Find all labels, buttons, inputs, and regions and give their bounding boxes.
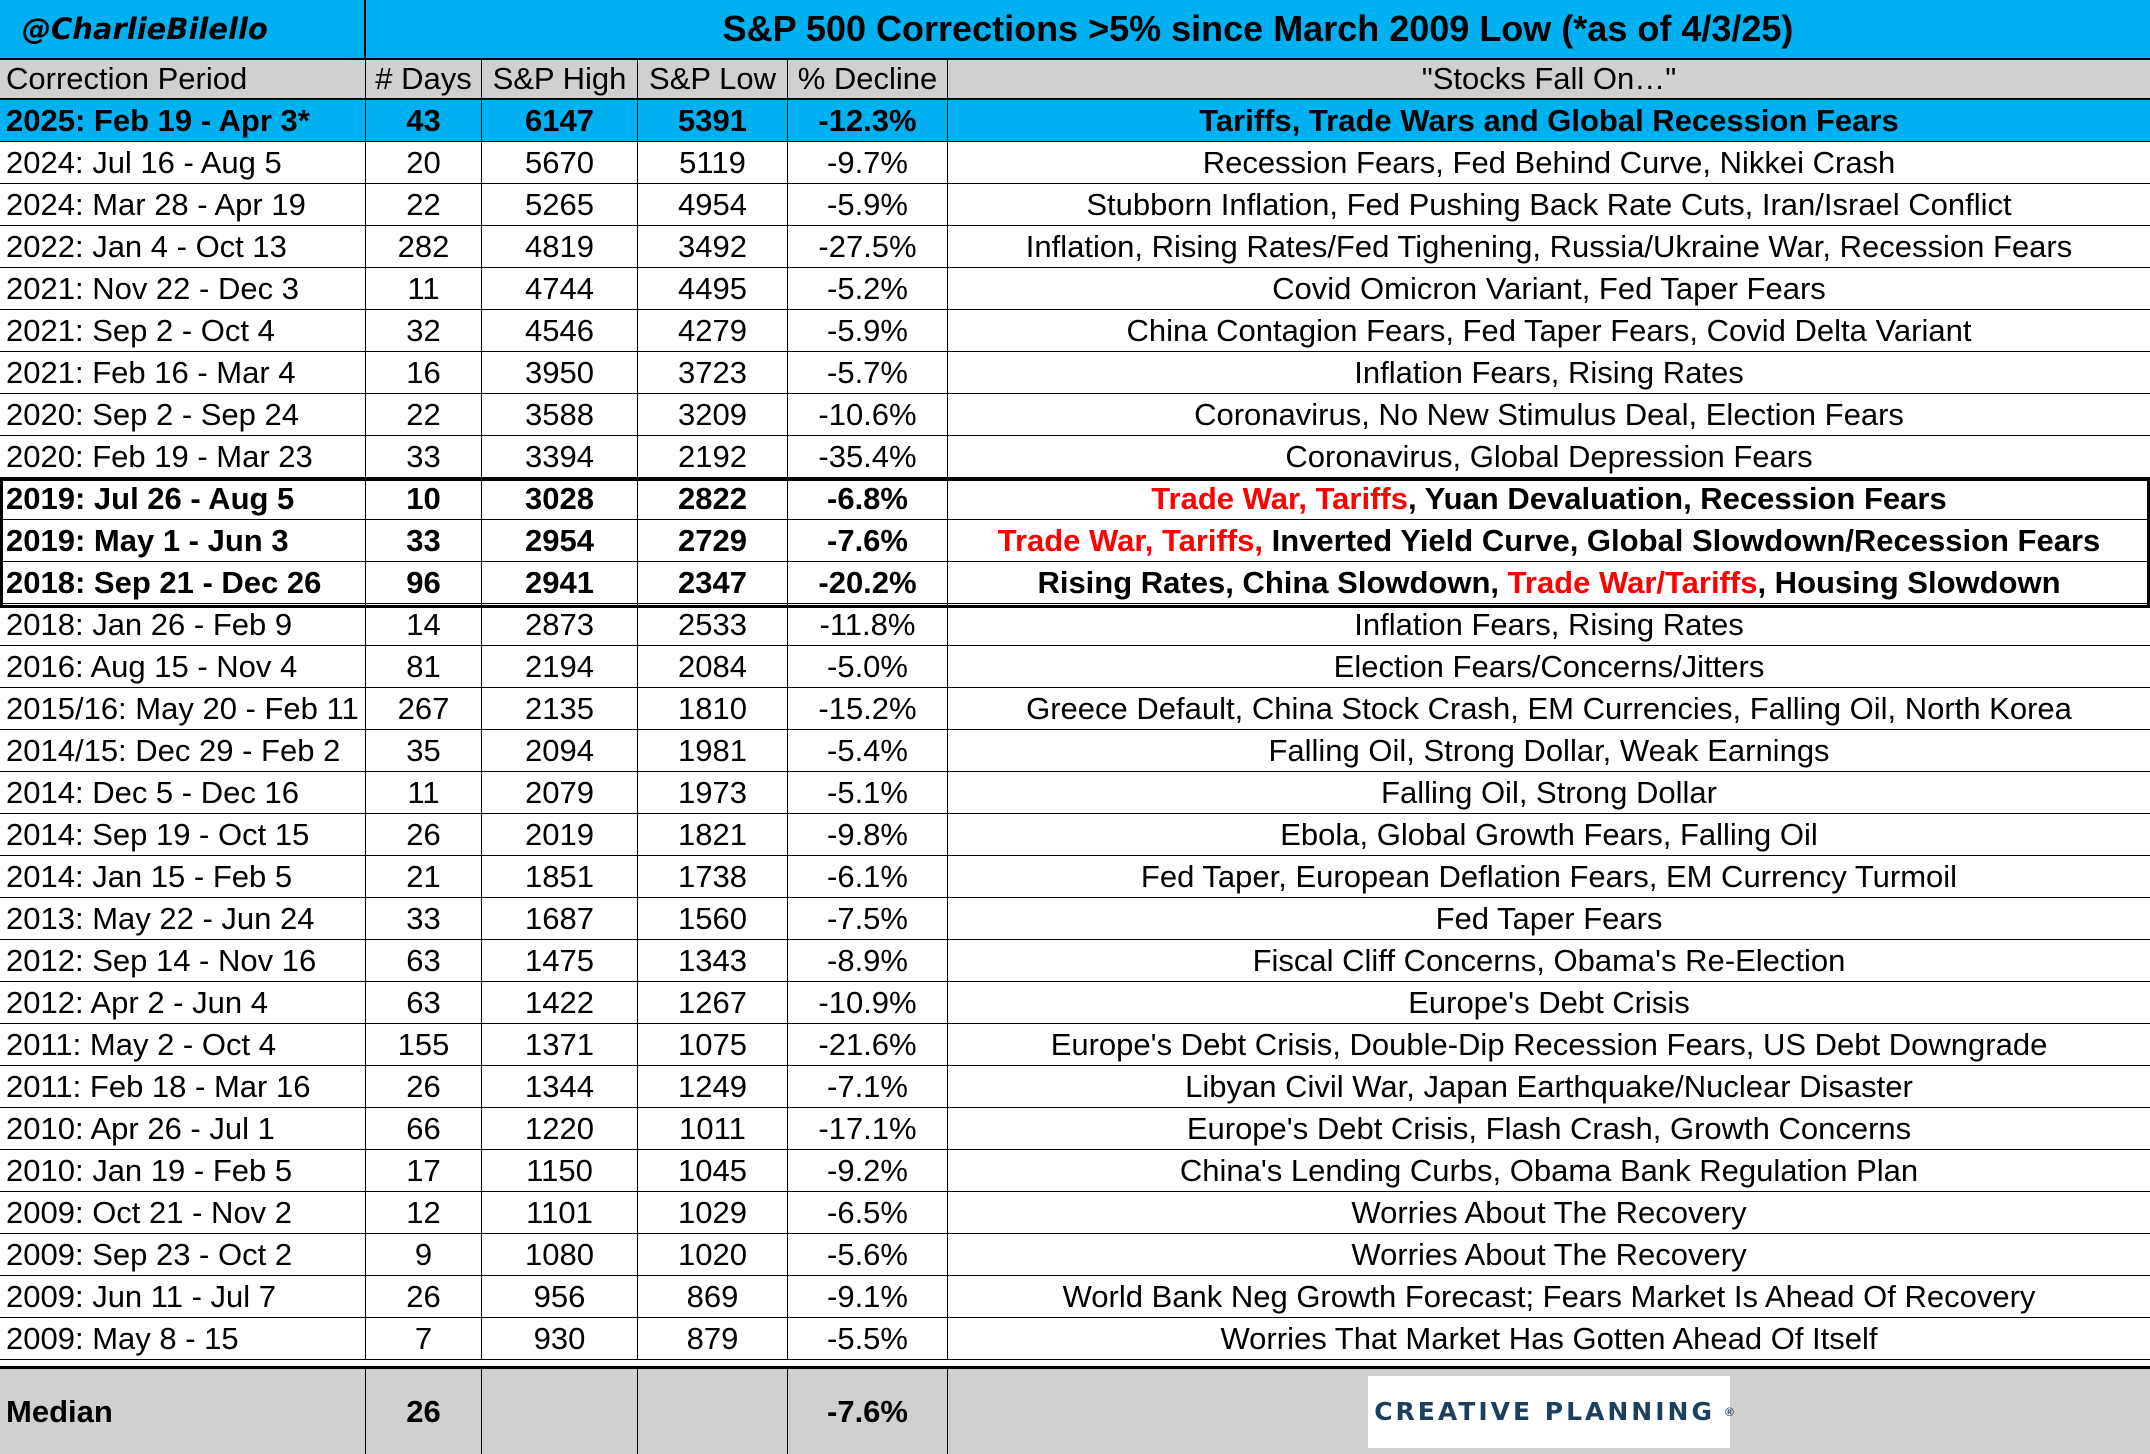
period-cell: 2014: Jan 15 - Feb 5 <box>0 856 366 897</box>
period-cell: 2011: Feb 18 - Mar 16 <box>0 1066 366 1107</box>
decline-cell: -17.1% <box>788 1108 948 1149</box>
reason-cell <box>948 520 2150 561</box>
reason-cell <box>948 856 2150 897</box>
period-cell: 2018: Jan 26 - Feb 9 <box>0 604 366 645</box>
reason-text: Inverted Yield Curve, Global Slowdown/Recession Fears <box>1263 522 2101 558</box>
high-cell: 1220 <box>482 1108 638 1149</box>
period-cell: 2021: Feb 16 - Mar 4 <box>0 352 366 393</box>
reason-cell <box>948 1234 2150 1275</box>
table-row <box>0 604 2150 646</box>
low-cell: 869 <box>638 1276 788 1317</box>
decline-cell: -5.0% <box>788 646 948 687</box>
reason-cell <box>948 646 2150 687</box>
days-cell: 43 <box>366 100 482 141</box>
median-label: Median <box>0 1369 366 1454</box>
days-cell: 26 <box>366 1066 482 1107</box>
decline-cell: -15.2% <box>788 688 948 729</box>
decline-cell: -12.3% <box>788 100 948 141</box>
low-cell: 5391 <box>638 100 788 141</box>
days-cell: 11 <box>366 268 482 309</box>
decline-cell: -35.4% <box>788 436 948 477</box>
decline-cell: -10.9% <box>788 982 948 1023</box>
table-row <box>0 772 2150 814</box>
table-row <box>0 1150 2150 1192</box>
low-cell: 2192 <box>638 436 788 477</box>
decline-cell: -6.8% <box>788 478 948 519</box>
days-cell: 10 <box>366 478 482 519</box>
table-row <box>0 1192 2150 1234</box>
period-cell: 2009: Sep 23 - Oct 2 <box>0 1234 366 1275</box>
high-cell: 5670 <box>482 142 638 183</box>
decline-cell: -9.7% <box>788 142 948 183</box>
reason-text: Libyan Civil War, Japan Earthquake/Nuclear Disaster <box>1185 1068 1913 1104</box>
table-row <box>0 100 2150 142</box>
reason-text: Greece Default, China Stock Crash, EM Currencies, Falling Oil, North Korea <box>1026 690 2072 726</box>
period-cell: 2021: Sep 2 - Oct 4 <box>0 310 366 351</box>
high-cell: 3394 <box>482 436 638 477</box>
reason-text: Ebola, Global Growth Fears, Falling Oil <box>1280 816 1818 852</box>
decline-cell: -5.2% <box>788 268 948 309</box>
table-row <box>0 982 2150 1024</box>
low-cell: 2084 <box>638 646 788 687</box>
days-cell: 26 <box>366 814 482 855</box>
column-header-decline: % Decline <box>788 60 948 98</box>
high-cell: 5265 <box>482 184 638 225</box>
period-cell: 2013: May 22 - Jun 24 <box>0 898 366 939</box>
table-row <box>0 898 2150 940</box>
reason-cell <box>948 772 2150 813</box>
high-cell: 1080 <box>482 1234 638 1275</box>
high-cell: 2079 <box>482 772 638 813</box>
high-cell: 2135 <box>482 688 638 729</box>
reason-cell <box>948 1318 2150 1359</box>
days-cell: 20 <box>366 142 482 183</box>
high-cell: 6147 <box>482 100 638 141</box>
table-row <box>0 1024 2150 1066</box>
reason-text: Europe's Debt Crisis, Flash Crash, Growth Concerns <box>1186 1110 1912 1146</box>
high-cell: 1150 <box>482 1150 638 1191</box>
reason-text: Inflation, Rising Rates/Fed Tighening, Russia/Ukraine War, Recession Fears <box>1025 228 2073 264</box>
high-cell: 956 <box>482 1276 638 1317</box>
days-cell: 63 <box>366 940 482 981</box>
reason-text: Europe's Debt Crisis, Double-Dip Recession Fears, US Debt Downgrade <box>1050 1026 2048 1062</box>
decline-cell: -6.5% <box>788 1192 948 1233</box>
reason-cell <box>948 1276 2150 1317</box>
days-cell: 11 <box>366 772 482 813</box>
decline-cell: -5.4% <box>788 730 948 771</box>
table-row <box>0 352 2150 394</box>
table-title: S&P 500 Corrections >5% since March 2009 Low (*as of 4/3/25) <box>366 0 2150 58</box>
reason-cell <box>948 1024 2150 1065</box>
days-cell: 155 <box>366 1024 482 1065</box>
reason-text: Falling Oil, Strong Dollar, Weak Earnings <box>1268 732 1830 768</box>
low-cell: 3723 <box>638 352 788 393</box>
low-cell: 1020 <box>638 1234 788 1275</box>
period-cell: 2021: Nov 22 - Dec 3 <box>0 268 366 309</box>
low-cell: 2729 <box>638 520 788 561</box>
period-cell: 2025: Feb 19 - Apr 3* <box>0 100 366 141</box>
decline-cell: -5.9% <box>788 310 948 351</box>
reason-cell <box>948 940 2150 981</box>
reason-cell <box>948 814 2150 855</box>
decline-cell: -6.1% <box>788 856 948 897</box>
reason-text: Election Fears/Concerns/Jitters <box>1333 648 1765 684</box>
decline-cell: -9.2% <box>788 1150 948 1191</box>
decline-cell: -7.5% <box>788 898 948 939</box>
median-row <box>0 1366 2150 1454</box>
reason-text: Inflation Fears, Rising Rates <box>1354 354 1744 390</box>
days-cell: 33 <box>366 898 482 939</box>
period-cell: 2014: Sep 19 - Oct 15 <box>0 814 366 855</box>
low-cell: 1821 <box>638 814 788 855</box>
reason-cell <box>948 730 2150 771</box>
table-row <box>0 856 2150 898</box>
column-header-days: # Days <box>366 60 482 98</box>
high-cell: 1371 <box>482 1024 638 1065</box>
low-cell: 1075 <box>638 1024 788 1065</box>
low-cell: 1029 <box>638 1192 788 1233</box>
table-row <box>0 520 2150 562</box>
high-cell: 4744 <box>482 268 638 309</box>
low-cell: 1981 <box>638 730 788 771</box>
table-row <box>0 562 2150 604</box>
reason-cell <box>948 100 2150 141</box>
reason-text: , Housing Slowdown <box>1757 564 2061 600</box>
days-cell: 32 <box>366 310 482 351</box>
period-cell: 2024: Mar 28 - Apr 19 <box>0 184 366 225</box>
low-cell: 1045 <box>638 1150 788 1191</box>
days-cell: 267 <box>366 688 482 729</box>
table-row <box>0 268 2150 310</box>
low-cell: 2822 <box>638 478 788 519</box>
reason-cell <box>948 1108 2150 1149</box>
days-cell: 33 <box>366 436 482 477</box>
table-row <box>0 814 2150 856</box>
period-cell: 2012: Apr 2 - Jun 4 <box>0 982 366 1023</box>
column-header-row <box>0 58 2150 100</box>
days-cell: 12 <box>366 1192 482 1233</box>
table-row <box>0 436 2150 478</box>
median-days: 26 <box>366 1369 482 1454</box>
table-row <box>0 142 2150 184</box>
table-row <box>0 184 2150 226</box>
low-cell: 3209 <box>638 394 788 435</box>
reason-text: Coronavirus, Global Depression Fears <box>1285 438 1813 474</box>
period-cell: 2019: Jul 26 - Aug 5 <box>0 478 366 519</box>
table-row <box>0 478 2150 520</box>
decline-cell: -27.5% <box>788 226 948 267</box>
reason-text: World Bank Neg Growth Forecast; Fears Market Is Ahead Of Recovery <box>1062 1278 2036 1314</box>
reason-text: Stubborn Inflation, Fed Pushing Back Rate Cuts, Iran/Israel Conflict <box>1086 186 2012 222</box>
period-cell: 2024: Jul 16 - Aug 5 <box>0 142 366 183</box>
reason-cell <box>948 604 2150 645</box>
days-cell: 16 <box>366 352 482 393</box>
period-cell: 2010: Apr 26 - Jul 1 <box>0 1108 366 1149</box>
days-cell: 63 <box>366 982 482 1023</box>
decline-cell: -7.1% <box>788 1066 948 1107</box>
reason-text: Covid Omicron Variant, Fed Taper Fears <box>1272 270 1826 306</box>
low-cell: 4279 <box>638 310 788 351</box>
days-cell: 9 <box>366 1234 482 1275</box>
period-cell: 2019: May 1 - Jun 3 <box>0 520 366 561</box>
days-cell: 7 <box>366 1318 482 1359</box>
decline-cell: -5.5% <box>788 1318 948 1359</box>
logo-trademark: ® <box>1724 1404 1734 1419</box>
high-cell: 3588 <box>482 394 638 435</box>
period-cell: 2012: Sep 14 - Nov 16 <box>0 940 366 981</box>
reason-cell <box>948 898 2150 939</box>
high-cell: 1687 <box>482 898 638 939</box>
high-cell: 3028 <box>482 478 638 519</box>
high-cell: 1851 <box>482 856 638 897</box>
low-cell: 879 <box>638 1318 788 1359</box>
decline-cell: -20.2% <box>788 562 948 603</box>
reason-cell <box>948 982 2150 1023</box>
high-cell: 1422 <box>482 982 638 1023</box>
decline-cell: -5.6% <box>788 1234 948 1275</box>
table-row <box>0 226 2150 268</box>
reason-text: Inflation Fears, Rising Rates <box>1354 606 1744 642</box>
low-cell: 1343 <box>638 940 788 981</box>
decline-cell: -10.6% <box>788 394 948 435</box>
period-cell: 2009: May 8 - 15 <box>0 1318 366 1359</box>
decline-cell: -9.1% <box>788 1276 948 1317</box>
table-row <box>0 646 2150 688</box>
days-cell: 14 <box>366 604 482 645</box>
reason-cell <box>948 268 2150 309</box>
reason-text: China Contagion Fears, Fed Taper Fears, Covid Delta Variant <box>1126 312 1972 348</box>
reason-text: , Yuan Devaluation, Recession Fears <box>1408 480 1947 516</box>
days-cell: 33 <box>366 520 482 561</box>
period-cell: 2009: Oct 21 - Nov 2 <box>0 1192 366 1233</box>
reason-cell <box>948 142 2150 183</box>
decline-cell: -11.8% <box>788 604 948 645</box>
reason-text: Europe's Debt Crisis <box>1408 984 1690 1020</box>
days-cell: 22 <box>366 184 482 225</box>
reason-cell <box>948 1192 2150 1233</box>
high-cell: 1344 <box>482 1066 638 1107</box>
period-cell: 2020: Feb 19 - Mar 23 <box>0 436 366 477</box>
decline-cell: -5.7% <box>788 352 948 393</box>
median-low-empty <box>638 1369 788 1454</box>
high-cell: 1475 <box>482 940 638 981</box>
reason-highlight: Trade War, Tariffs <box>1151 480 1408 516</box>
decline-cell: -21.6% <box>788 1024 948 1065</box>
days-cell: 96 <box>366 562 482 603</box>
high-cell: 930 <box>482 1318 638 1359</box>
decline-cell: -5.9% <box>788 184 948 225</box>
period-cell: 2018: Sep 21 - Dec 26 <box>0 562 366 603</box>
decline-cell: -5.1% <box>788 772 948 813</box>
high-cell: 4819 <box>482 226 638 267</box>
table-row <box>0 1318 2150 1360</box>
period-cell: 2022: Jan 4 - Oct 13 <box>0 226 366 267</box>
days-cell: 81 <box>366 646 482 687</box>
reason-text: Tariffs, Trade Wars and Global Recession Fears <box>1199 102 1899 138</box>
period-cell: 2014/15: Dec 29 - Feb 2 <box>0 730 366 771</box>
reason-cell <box>948 226 2150 267</box>
period-cell: 2010: Jan 19 - Feb 5 <box>0 1150 366 1191</box>
table-row <box>0 394 2150 436</box>
reason-text: Coronavirus, No New Stimulus Deal, Election Fears <box>1194 396 1904 432</box>
reason-cell <box>948 688 2150 729</box>
decline-cell: -8.9% <box>788 940 948 981</box>
decline-cell: -9.8% <box>788 814 948 855</box>
reason-text: Falling Oil, Strong Dollar <box>1381 774 1717 810</box>
table-row <box>0 1234 2150 1276</box>
reason-cell <box>948 1066 2150 1107</box>
days-cell: 282 <box>366 226 482 267</box>
low-cell: 1011 <box>638 1108 788 1149</box>
reason-text: China's Lending Curbs, Obama Bank Regulation Plan <box>1179 1152 1919 1188</box>
table-row <box>0 310 2150 352</box>
column-header-period: Correction Period <box>0 60 366 98</box>
column-header-high: S&P High <box>482 60 638 98</box>
reason-cell <box>948 478 2150 519</box>
low-cell: 4954 <box>638 184 788 225</box>
reason-cell <box>948 394 2150 435</box>
days-cell: 26 <box>366 1276 482 1317</box>
high-cell: 3950 <box>482 352 638 393</box>
table-row <box>0 1066 2150 1108</box>
reason-text: Worries That Market Has Gotten Ahead Of Itself <box>1220 1320 1878 1356</box>
reason-cell <box>948 436 2150 477</box>
period-cell: 2020: Sep 2 - Sep 24 <box>0 394 366 435</box>
table-row <box>0 730 2150 772</box>
low-cell: 1560 <box>638 898 788 939</box>
period-cell: 2015/16: May 20 - Feb 11 <box>0 688 366 729</box>
reason-text: Worries About The Recovery <box>1351 1194 1747 1230</box>
table-row <box>0 1276 2150 1318</box>
days-cell: 22 <box>366 394 482 435</box>
reason-cell <box>948 562 2150 603</box>
table-row <box>0 688 2150 730</box>
reason-highlight: Trade War/Tariffs <box>1507 564 1758 600</box>
period-cell: 2011: May 2 - Oct 4 <box>0 1024 366 1065</box>
reason-cell <box>948 1150 2150 1191</box>
logo-cell <box>948 1369 2150 1454</box>
reason-cell <box>948 352 2150 393</box>
median-decline: -7.6% <box>788 1369 948 1454</box>
reason-cell <box>948 184 2150 225</box>
low-cell: 1810 <box>638 688 788 729</box>
reason-text: Fiscal Cliff Concerns, Obama's Re-Election <box>1252 942 1846 978</box>
high-cell: 2941 <box>482 562 638 603</box>
high-cell: 2873 <box>482 604 638 645</box>
median-high-empty <box>482 1369 638 1454</box>
reason-highlight: Trade War, Tariffs, <box>997 522 1264 558</box>
reason-text: Rising Rates, China Slowdown, <box>1037 564 1508 600</box>
period-cell: 2014: Dec 5 - Dec 16 <box>0 772 366 813</box>
reason-text: Fed Taper Fears <box>1435 900 1663 936</box>
reason-text: Worries About The Recovery <box>1351 1236 1747 1272</box>
table-row <box>0 940 2150 982</box>
period-cell: 2009: Jun 11 - Jul 7 <box>0 1276 366 1317</box>
reason-cell <box>948 310 2150 351</box>
days-cell: 21 <box>366 856 482 897</box>
creative-planning-logo <box>1368 1376 1734 1448</box>
column-header-low: S&P Low <box>638 60 788 98</box>
logo-wordmark: CREATIVE PLANNING <box>1374 1397 1715 1426</box>
low-cell: 5119 <box>638 142 788 183</box>
high-cell: 2094 <box>482 730 638 771</box>
days-cell: 35 <box>366 730 482 771</box>
low-cell: 1973 <box>638 772 788 813</box>
reason-text: Recession Fears, Fed Behind Curve, Nikkei Crash <box>1202 144 1896 180</box>
low-cell: 4495 <box>638 268 788 309</box>
column-header-reasons: "Stocks Fall On…" <box>1421 61 1677 96</box>
low-cell: 1738 <box>638 856 788 897</box>
reason-text: Fed Taper, European Deflation Fears, EM Currency Turmoil <box>1140 858 1958 894</box>
low-cell: 1249 <box>638 1066 788 1107</box>
high-cell: 1101 <box>482 1192 638 1233</box>
days-cell: 17 <box>366 1150 482 1191</box>
low-cell: 3492 <box>638 226 788 267</box>
author-handle: @CharlieBilello <box>0 0 366 58</box>
days-cell: 66 <box>366 1108 482 1149</box>
high-cell: 2194 <box>482 646 638 687</box>
low-cell: 2533 <box>638 604 788 645</box>
high-cell: 2954 <box>482 520 638 561</box>
high-cell: 4546 <box>482 310 638 351</box>
high-cell: 2019 <box>482 814 638 855</box>
period-cell: 2016: Aug 15 - Nov 4 <box>0 646 366 687</box>
table-row <box>0 1108 2150 1150</box>
low-cell: 1267 <box>638 982 788 1023</box>
decline-cell: -7.6% <box>788 520 948 561</box>
low-cell: 2347 <box>638 562 788 603</box>
